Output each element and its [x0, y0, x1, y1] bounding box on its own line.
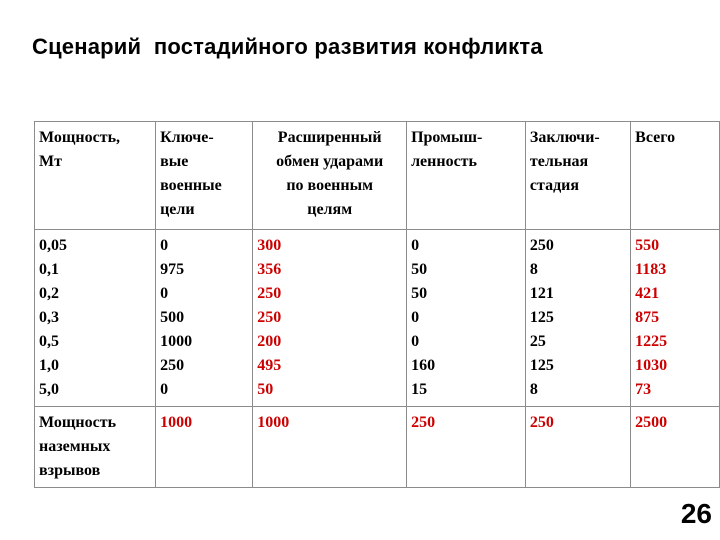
totals-total-cell: [631, 407, 720, 488]
totals-key-targets-cell: [156, 407, 253, 488]
table-header-row: [35, 122, 720, 230]
table-totals-row: [35, 407, 720, 488]
final-stage-values-cell: [525, 230, 630, 407]
extended-exchange-values: 300 356 250 250 200 495 50: [257, 237, 282, 398]
header-key-military-targets: [156, 122, 253, 230]
power-values-cell: [35, 230, 156, 407]
power-values: 0,05 0,1 0,2 0,3 0,5 1,0 5,0: [39, 237, 67, 398]
header-total-label: Всего: [635, 129, 676, 146]
totals-industry: 250: [411, 414, 436, 431]
header-power: [35, 122, 156, 230]
totals-label: Мощность наземных взрывов: [39, 414, 117, 479]
industry-values: 0 50 50 0 0 160 15: [411, 237, 436, 398]
totals-industry-cell: [407, 407, 526, 488]
industry-values-cell: [407, 230, 526, 407]
header-total: [631, 122, 720, 230]
header-power-label: Мощность, Мт: [39, 129, 121, 170]
key-targets-values: 0 975 0 500 1000 250 0: [160, 237, 193, 398]
header-industry-label: Промыш- ленность: [411, 129, 483, 170]
totals-extended-exchange: 1000: [257, 414, 290, 431]
header-key-military-targets-label: Ключе- вые военные цели: [160, 129, 222, 218]
total-values-cell: [631, 230, 720, 407]
scenario-table: [34, 121, 720, 488]
total-values: 550 1183 421 875 1225 1030 73: [635, 237, 668, 398]
totals-extended-exchange-cell: [253, 407, 407, 488]
page-number: 26: [680, 498, 712, 529]
final-stage-values: 250 8 121 125 25 125 8: [529, 237, 554, 398]
header-extended-exchange-label: Расширенный обмен ударами по военным целям: [276, 129, 384, 218]
totals-total: 2500: [635, 414, 668, 431]
totals-final-stage-cell: [525, 407, 630, 488]
key-targets-values-cell: [156, 230, 253, 407]
extended-exchange-values-cell: [253, 230, 407, 407]
header-extended-exchange: [253, 122, 407, 230]
totals-key-targets: 1000: [160, 414, 193, 431]
totals-label-cell: [35, 407, 156, 488]
header-industry: [407, 122, 526, 230]
slide-title: Сценарий постадийного развития конфликта: [32, 34, 543, 59]
table-data-row: [35, 230, 720, 407]
totals-final-stage: 250: [529, 414, 554, 431]
header-final-stage: [525, 122, 630, 230]
header-final-stage-label: Заключи- тельная стадия: [529, 129, 600, 194]
